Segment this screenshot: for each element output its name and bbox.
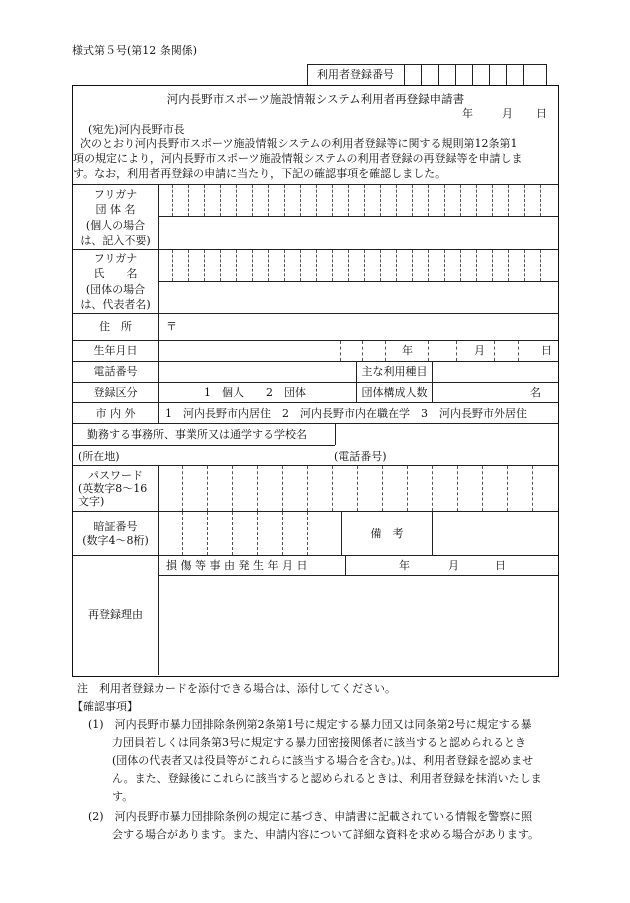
confirm-item-1-line-2: 力団員若しくは同条第3号に規定する暴力団密接関係者に該当すると認められるとき [112,736,526,749]
confirm-item-1-line-3: (団体の代表者又は役員等がこれらに該当する場合を含む。)は、利用者登録を認めませ [112,754,534,767]
birthdate-label: 生年月日 [93,344,138,357]
birth-day-unit: 日 [541,344,552,357]
password-label-1: パスワード [88,469,143,482]
group-name-label: 団 体 名 [95,203,136,216]
date-day: 日 [536,107,547,120]
group-note-line-2: は、記入不要) [80,234,151,247]
pin-label-2: (数字4～8桁) [82,534,149,547]
reg-category-label: 登録区分 [93,386,138,399]
person-note-line-1: (団体の場合 [85,283,146,296]
remarks-label: 備 考 [370,527,404,540]
damage-date-label: 損 傷 等 事 由 発 生 年 月 日 [166,559,308,572]
confirm-item-2-line-1: (2) 河内長野市暴力団排除条例の規定に基づき、申請書に記載されている情報を警察に照 [88,810,533,823]
group-note-line-1: (個人の場合 [85,219,146,232]
members-unit: 名 [530,386,541,399]
form-number: 様式第５号(第12 条関係) [72,44,198,57]
location-label: (所在地) [78,450,120,463]
password-label-3: 文字) [78,495,105,508]
workplace-input[interactable] [336,424,557,445]
confirm-item-2-line-2: 会する場合があります。また、申請内容について詳細な資料を求める場合があります。 [112,828,540,841]
phone-input[interactable] [159,362,356,382]
addressee: (宛先)河内長野市長 [88,123,185,136]
intro-line-1: 次のとおり河内長野市スポーツ施設情報システムの利用者登録等に関する規則第12条第1 [80,137,518,150]
reg-category-options[interactable]: 1 個人 2 団体 [204,386,306,399]
damage-year-unit: 年 [399,559,410,572]
person-furigana-label: フリガナ [93,252,138,265]
person-furigana-input[interactable] [159,250,557,281]
damage-day-unit: 日 [495,559,506,572]
group-name-input[interactable] [159,217,557,249]
password-label-2: (英数字8～16 [78,482,148,495]
confirm-heading: 【確認事項】 [72,700,138,713]
date-year: 年 [462,107,473,120]
phone-label: 電話番号 [93,365,138,378]
reason-input[interactable] [159,576,557,674]
main-use-input[interactable] [433,362,557,382]
damage-date-input[interactable] [346,556,557,575]
group-furigana-label: フリガナ [93,188,138,201]
pin-input[interactable] [159,512,341,555]
postal-mark: 〒 [166,320,177,333]
intro-line-2: 項の規定により，河内長野市スポーツ施設情報システムの利用者登録の再登録等を申請しま [73,152,523,165]
date-month: 月 [502,107,513,120]
residence-options[interactable]: 1 河内長野市内居住 2 河内長野市内在職在学 3 河内長野市外居住 [165,407,527,420]
confirm-item-1-line-4: ん。また、登録後にこれらに該当すると認められるときは、利用者登録を抹消いたしま [112,772,542,785]
intro-line-3: す。なお，利用者再登録の申請に当たり，下記の確認事項を確認しました。 [73,167,447,180]
reason-label: 再登録理由 [88,608,143,621]
pin-label-1: 暗証番号 [93,520,138,533]
password-input[interactable] [159,466,557,511]
members-input[interactable] [433,383,528,402]
address-label: 住 所 [99,320,132,333]
registration-number-label: 利用者登録番号 [317,68,394,81]
workplace-phone-label: (電話番号) [334,450,387,463]
birth-year-unit: 年 [402,344,413,357]
main-use-label: 主な利用種目 [361,365,428,378]
members-label: 団体構成人数 [361,386,428,399]
workplace-label: 勤務する事務所、事業所又は通学する学校名 [87,428,307,441]
address-input[interactable] [180,314,557,340]
person-note-line-2: は、代表者名) [80,298,151,311]
form-title: 河内長野市スポーツ施設情報システム利用者再登録申請書 [166,92,465,106]
note-attach-card: 注 利用者登録カードを添付できる場合は、添付してください。 [77,682,396,695]
workplace-location-input[interactable] [125,446,330,465]
registration-number-input[interactable] [405,65,544,84]
workplace-phone-input[interactable] [395,446,557,465]
group-furigana-input[interactable] [159,185,557,216]
remarks-input[interactable] [433,512,557,555]
confirm-item-1-line-5: す。 [112,790,134,803]
birth-month-unit: 月 [474,344,485,357]
damage-month-unit: 月 [448,559,459,572]
person-name-label: 氏 名 [93,267,138,280]
residence-label: 市 内 外 [95,407,136,420]
birthdate-input[interactable] [159,341,557,361]
person-name-input[interactable] [159,282,557,313]
confirm-item-1-line-1: (1) 河内長野市暴力団排除条例第2条第1号に規定する暴力団又は同条第2号に規定する暴 [88,718,532,731]
application-date-input[interactable] [440,105,548,121]
